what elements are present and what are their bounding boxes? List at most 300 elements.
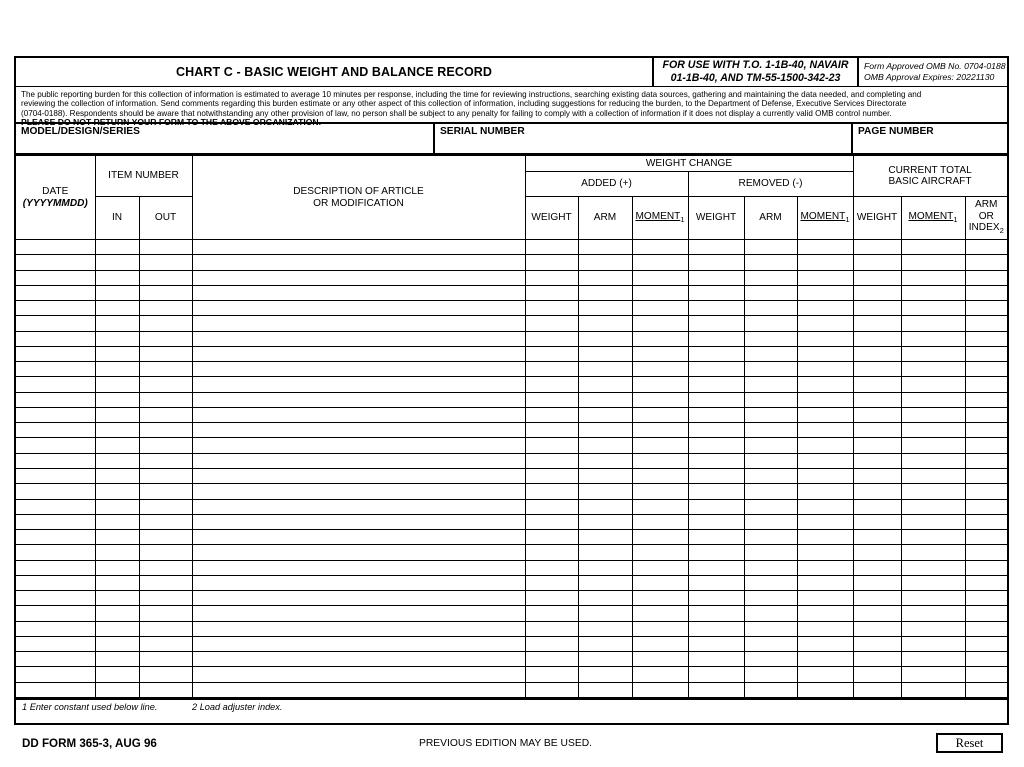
table-row[interactable] [16, 667, 1007, 682]
table-cell[interactable] [16, 453, 95, 468]
table-cell[interactable] [901, 407, 965, 422]
table-cell[interactable] [95, 453, 139, 468]
table-cell[interactable] [578, 255, 632, 270]
table-cell[interactable] [744, 453, 797, 468]
table-cell[interactable] [797, 392, 853, 407]
table-cell[interactable] [965, 499, 1007, 514]
table-cell[interactable] [95, 316, 139, 331]
table-cell[interactable] [797, 652, 853, 667]
table-cell[interactable] [192, 484, 525, 499]
table-cell[interactable] [901, 270, 965, 285]
table-cell[interactable] [901, 423, 965, 438]
table-cell[interactable] [853, 285, 901, 300]
table-cell[interactable] [192, 667, 525, 682]
table-cell[interactable] [965, 514, 1007, 529]
table-cell[interactable] [901, 530, 965, 545]
table-cell[interactable] [901, 667, 965, 682]
table-cell[interactable] [578, 453, 632, 468]
table-row[interactable] [16, 499, 1007, 514]
table-cell[interactable] [95, 301, 139, 316]
table-cell[interactable] [853, 423, 901, 438]
table-cell[interactable] [853, 484, 901, 499]
model-design-series-field[interactable] [16, 124, 435, 153]
table-cell[interactable] [578, 606, 632, 621]
table-row[interactable] [16, 591, 1007, 606]
table-cell[interactable] [901, 362, 965, 377]
table-cell[interactable] [525, 331, 578, 346]
table-cell[interactable] [744, 682, 797, 697]
table-cell[interactable] [688, 453, 744, 468]
table-cell[interactable] [95, 636, 139, 651]
table-cell[interactable] [797, 301, 853, 316]
table-cell[interactable] [744, 423, 797, 438]
table-cell[interactable] [95, 545, 139, 560]
table-row[interactable] [16, 636, 1007, 651]
table-cell[interactable] [797, 285, 853, 300]
table-cell[interactable] [901, 636, 965, 651]
table-cell[interactable] [965, 346, 1007, 361]
table-cell[interactable] [632, 346, 688, 361]
table-cell[interactable] [632, 392, 688, 407]
table-cell[interactable] [192, 362, 525, 377]
table-cell[interactable] [797, 468, 853, 483]
table-cell[interactable] [797, 240, 853, 255]
table-cell[interactable] [797, 621, 853, 636]
table-cell[interactable] [688, 316, 744, 331]
table-cell[interactable] [578, 316, 632, 331]
table-cell[interactable] [853, 545, 901, 560]
table-cell[interactable] [139, 438, 192, 453]
table-cell[interactable] [688, 530, 744, 545]
table-cell[interactable] [525, 468, 578, 483]
table-cell[interactable] [853, 453, 901, 468]
table-cell[interactable] [16, 484, 95, 499]
table-cell[interactable] [965, 606, 1007, 621]
table-cell[interactable] [16, 270, 95, 285]
table-cell[interactable] [965, 560, 1007, 575]
table-row[interactable] [16, 285, 1007, 300]
table-row[interactable] [16, 545, 1007, 560]
table-cell[interactable] [632, 331, 688, 346]
table-cell[interactable] [632, 560, 688, 575]
table-cell[interactable] [578, 468, 632, 483]
table-row[interactable] [16, 438, 1007, 453]
table-cell[interactable] [744, 560, 797, 575]
table-cell[interactable] [797, 545, 853, 560]
table-cell[interactable] [525, 575, 578, 590]
table-cell[interactable] [688, 331, 744, 346]
table-cell[interactable] [95, 667, 139, 682]
table-cell[interactable] [688, 270, 744, 285]
table-cell[interactable] [853, 301, 901, 316]
table-cell[interactable] [525, 530, 578, 545]
table-cell[interactable] [901, 514, 965, 529]
table-cell[interactable] [901, 285, 965, 300]
table-cell[interactable] [525, 301, 578, 316]
table-cell[interactable] [16, 423, 95, 438]
table-cell[interactable] [744, 270, 797, 285]
table-cell[interactable] [525, 407, 578, 422]
table-cell[interactable] [192, 514, 525, 529]
table-cell[interactable] [95, 484, 139, 499]
table-cell[interactable] [192, 407, 525, 422]
table-cell[interactable] [95, 407, 139, 422]
table-cell[interactable] [901, 545, 965, 560]
table-cell[interactable] [192, 301, 525, 316]
table-cell[interactable] [139, 468, 192, 483]
table-cell[interactable] [192, 331, 525, 346]
table-row[interactable] [16, 423, 1007, 438]
table-cell[interactable] [525, 636, 578, 651]
table-cell[interactable] [797, 606, 853, 621]
table-cell[interactable] [901, 331, 965, 346]
table-cell[interactable] [16, 255, 95, 270]
table-cell[interactable] [16, 438, 95, 453]
table-cell[interactable] [525, 453, 578, 468]
table-cell[interactable] [192, 346, 525, 361]
table-cell[interactable] [744, 377, 797, 392]
table-cell[interactable] [525, 682, 578, 697]
table-cell[interactable] [901, 301, 965, 316]
table-cell[interactable] [578, 514, 632, 529]
table-cell[interactable] [525, 484, 578, 499]
table-cell[interactable] [525, 285, 578, 300]
table-cell[interactable] [192, 255, 525, 270]
table-row[interactable] [16, 652, 1007, 667]
table-row[interactable] [16, 682, 1007, 697]
table-cell[interactable] [744, 667, 797, 682]
table-cell[interactable] [853, 667, 901, 682]
table-cell[interactable] [525, 377, 578, 392]
table-cell[interactable] [797, 407, 853, 422]
table-cell[interactable] [632, 545, 688, 560]
table-cell[interactable] [192, 530, 525, 545]
table-cell[interactable] [632, 514, 688, 529]
table-row[interactable] [16, 530, 1007, 545]
table-cell[interactable] [632, 636, 688, 651]
table-cell[interactable] [853, 560, 901, 575]
table-cell[interactable] [525, 545, 578, 560]
table-cell[interactable] [744, 240, 797, 255]
table-cell[interactable] [139, 240, 192, 255]
table-row[interactable] [16, 270, 1007, 285]
table-cell[interactable] [578, 545, 632, 560]
table-cell[interactable] [16, 514, 95, 529]
table-cell[interactable] [853, 392, 901, 407]
table-cell[interactable] [95, 652, 139, 667]
table-cell[interactable] [139, 453, 192, 468]
table-cell[interactable] [965, 331, 1007, 346]
table-cell[interactable] [139, 301, 192, 316]
table-cell[interactable] [965, 575, 1007, 590]
table-cell[interactable] [95, 530, 139, 545]
table-cell[interactable] [192, 285, 525, 300]
table-cell[interactable] [95, 331, 139, 346]
table-cell[interactable] [632, 484, 688, 499]
table-row[interactable] [16, 377, 1007, 392]
table-cell[interactable] [16, 316, 95, 331]
table-cell[interactable] [95, 682, 139, 697]
table-cell[interactable] [192, 316, 525, 331]
table-cell[interactable] [744, 346, 797, 361]
table-cell[interactable] [901, 591, 965, 606]
table-cell[interactable] [192, 621, 525, 636]
table-cell[interactable] [16, 530, 95, 545]
table-cell[interactable] [16, 560, 95, 575]
table-cell[interactable] [632, 575, 688, 590]
table-cell[interactable] [578, 591, 632, 606]
table-cell[interactable] [139, 545, 192, 560]
table-cell[interactable] [853, 606, 901, 621]
table-cell[interactable] [16, 392, 95, 407]
table-cell[interactable] [744, 407, 797, 422]
table-cell[interactable] [139, 636, 192, 651]
table-cell[interactable] [901, 255, 965, 270]
table-cell[interactable] [95, 392, 139, 407]
table-row[interactable] [16, 468, 1007, 483]
table-cell[interactable] [744, 484, 797, 499]
table-cell[interactable] [901, 575, 965, 590]
table-cell[interactable] [192, 438, 525, 453]
table-cell[interactable] [901, 484, 965, 499]
table-row[interactable] [16, 331, 1007, 346]
table-cell[interactable] [192, 423, 525, 438]
table-cell[interactable] [797, 499, 853, 514]
table-cell[interactable] [965, 392, 1007, 407]
table-cell[interactable] [965, 591, 1007, 606]
table-cell[interactable] [578, 423, 632, 438]
table-cell[interactable] [525, 499, 578, 514]
table-cell[interactable] [525, 667, 578, 682]
table-cell[interactable] [965, 438, 1007, 453]
table-cell[interactable] [797, 575, 853, 590]
table-cell[interactable] [688, 438, 744, 453]
table-cell[interactable] [578, 362, 632, 377]
table-cell[interactable] [688, 468, 744, 483]
table-cell[interactable] [525, 346, 578, 361]
table-cell[interactable] [632, 682, 688, 697]
table-cell[interactable] [192, 377, 525, 392]
table-cell[interactable] [853, 499, 901, 514]
table-cell[interactable] [139, 591, 192, 606]
table-cell[interactable] [965, 667, 1007, 682]
table-cell[interactable] [578, 560, 632, 575]
table-cell[interactable] [16, 591, 95, 606]
table-cell[interactable] [16, 468, 95, 483]
table-cell[interactable] [901, 499, 965, 514]
table-cell[interactable] [525, 423, 578, 438]
table-cell[interactable] [797, 591, 853, 606]
table-cell[interactable] [139, 606, 192, 621]
table-cell[interactable] [16, 377, 95, 392]
table-cell[interactable] [965, 407, 1007, 422]
table-cell[interactable] [578, 301, 632, 316]
table-cell[interactable] [632, 468, 688, 483]
table-cell[interactable] [525, 606, 578, 621]
table-cell[interactable] [901, 377, 965, 392]
table-cell[interactable] [853, 575, 901, 590]
table-row[interactable] [16, 316, 1007, 331]
table-cell[interactable] [853, 530, 901, 545]
table-cell[interactable] [16, 301, 95, 316]
table-cell[interactable] [192, 468, 525, 483]
table-row[interactable] [16, 606, 1007, 621]
table-cell[interactable] [632, 530, 688, 545]
table-cell[interactable] [192, 636, 525, 651]
table-cell[interactable] [95, 575, 139, 590]
table-cell[interactable] [688, 301, 744, 316]
table-cell[interactable] [139, 285, 192, 300]
table-cell[interactable] [744, 621, 797, 636]
table-cell[interactable] [139, 621, 192, 636]
table-cell[interactable] [688, 514, 744, 529]
table-cell[interactable] [632, 377, 688, 392]
table-cell[interactable] [901, 606, 965, 621]
table-cell[interactable] [744, 438, 797, 453]
table-cell[interactable] [744, 255, 797, 270]
table-cell[interactable] [139, 575, 192, 590]
table-cell[interactable] [965, 453, 1007, 468]
table-cell[interactable] [901, 240, 965, 255]
table-cell[interactable] [901, 316, 965, 331]
table-cell[interactable] [192, 560, 525, 575]
table-cell[interactable] [95, 591, 139, 606]
table-row[interactable] [16, 346, 1007, 361]
table-cell[interactable] [853, 346, 901, 361]
table-cell[interactable] [632, 499, 688, 514]
table-cell[interactable] [688, 652, 744, 667]
table-cell[interactable] [578, 377, 632, 392]
table-cell[interactable] [95, 255, 139, 270]
table-cell[interactable] [901, 453, 965, 468]
table-cell[interactable] [632, 407, 688, 422]
table-cell[interactable] [192, 575, 525, 590]
table-cell[interactable] [632, 255, 688, 270]
table-row[interactable] [16, 575, 1007, 590]
table-cell[interactable] [797, 636, 853, 651]
table-cell[interactable] [16, 407, 95, 422]
table-cell[interactable] [797, 316, 853, 331]
table-cell[interactable] [139, 270, 192, 285]
table-cell[interactable] [688, 636, 744, 651]
table-cell[interactable] [797, 255, 853, 270]
table-cell[interactable] [688, 407, 744, 422]
table-cell[interactable] [525, 240, 578, 255]
table-cell[interactable] [139, 499, 192, 514]
reset-button[interactable]: Reset [936, 733, 1003, 753]
table-cell[interactable] [853, 331, 901, 346]
table-cell[interactable] [797, 682, 853, 697]
table-cell[interactable] [95, 346, 139, 361]
table-cell[interactable] [525, 591, 578, 606]
table-cell[interactable] [578, 484, 632, 499]
table-cell[interactable] [525, 392, 578, 407]
table-cell[interactable] [853, 270, 901, 285]
table-cell[interactable] [688, 545, 744, 560]
table-row[interactable] [16, 453, 1007, 468]
table-row[interactable] [16, 301, 1007, 316]
table-cell[interactable] [192, 606, 525, 621]
table-cell[interactable] [901, 438, 965, 453]
table-cell[interactable] [965, 301, 1007, 316]
serial-number-field[interactable] [435, 124, 853, 153]
table-cell[interactable] [139, 346, 192, 361]
table-cell[interactable] [525, 438, 578, 453]
table-cell[interactable] [688, 667, 744, 682]
table-cell[interactable] [688, 285, 744, 300]
table-cell[interactable] [139, 484, 192, 499]
table-cell[interactable] [688, 255, 744, 270]
table-cell[interactable] [853, 407, 901, 422]
table-cell[interactable] [797, 560, 853, 575]
table-cell[interactable] [797, 438, 853, 453]
table-cell[interactable] [853, 316, 901, 331]
table-row[interactable] [16, 484, 1007, 499]
table-cell[interactable] [632, 301, 688, 316]
table-cell[interactable] [688, 591, 744, 606]
table-cell[interactable] [95, 438, 139, 453]
table-cell[interactable] [16, 285, 95, 300]
table-cell[interactable] [16, 545, 95, 560]
table-cell[interactable] [578, 652, 632, 667]
table-cell[interactable] [525, 255, 578, 270]
table-row[interactable] [16, 240, 1007, 255]
table-cell[interactable] [16, 240, 95, 255]
table-cell[interactable] [688, 606, 744, 621]
table-cell[interactable] [139, 407, 192, 422]
table-cell[interactable] [632, 652, 688, 667]
table-cell[interactable] [16, 575, 95, 590]
table-cell[interactable] [853, 652, 901, 667]
table-cell[interactable] [16, 682, 95, 697]
table-cell[interactable] [853, 240, 901, 255]
table-cell[interactable] [525, 621, 578, 636]
table-cell[interactable] [853, 514, 901, 529]
table-cell[interactable] [525, 560, 578, 575]
table-cell[interactable] [525, 362, 578, 377]
table-cell[interactable] [688, 499, 744, 514]
table-cell[interactable] [688, 346, 744, 361]
table-cell[interactable] [95, 362, 139, 377]
table-cell[interactable] [965, 621, 1007, 636]
table-cell[interactable] [853, 255, 901, 270]
table-cell[interactable] [95, 270, 139, 285]
table-cell[interactable] [139, 530, 192, 545]
table-cell[interactable] [965, 636, 1007, 651]
table-cell[interactable] [632, 362, 688, 377]
table-cell[interactable] [853, 591, 901, 606]
table-cell[interactable] [95, 621, 139, 636]
table-cell[interactable] [139, 255, 192, 270]
table-cell[interactable] [797, 453, 853, 468]
table-cell[interactable] [853, 682, 901, 697]
table-cell[interactable] [95, 499, 139, 514]
table-cell[interactable] [578, 240, 632, 255]
table-cell[interactable] [901, 621, 965, 636]
table-cell[interactable] [139, 331, 192, 346]
table-cell[interactable] [744, 514, 797, 529]
table-cell[interactable] [632, 316, 688, 331]
table-cell[interactable] [192, 499, 525, 514]
table-row[interactable] [16, 560, 1007, 575]
table-cell[interactable] [797, 530, 853, 545]
table-cell[interactable] [853, 636, 901, 651]
table-cell[interactable] [139, 667, 192, 682]
table-cell[interactable] [965, 423, 1007, 438]
table-cell[interactable] [632, 438, 688, 453]
table-cell[interactable] [16, 636, 95, 651]
table-cell[interactable] [965, 545, 1007, 560]
